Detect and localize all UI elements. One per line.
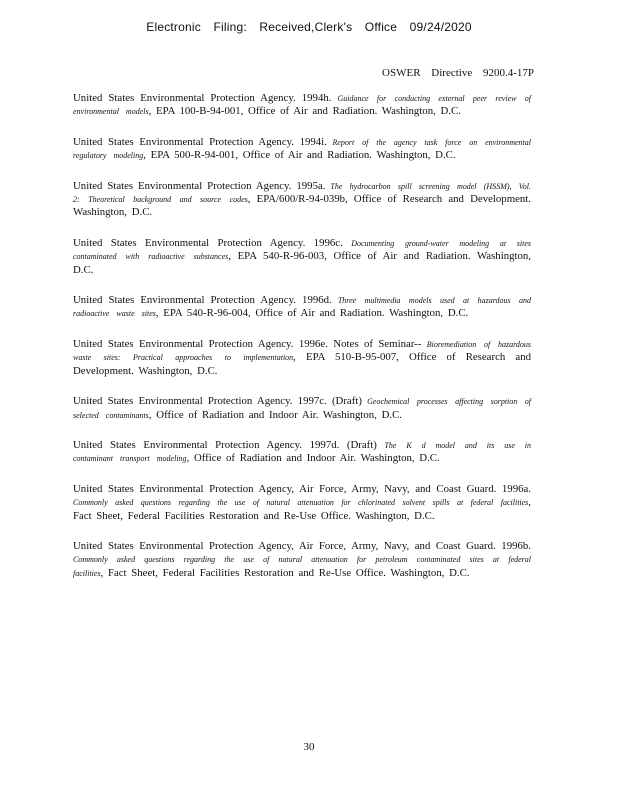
reference-author-year: United States Environmental Protection Agency. 1995a.: [73, 179, 326, 192]
reference-author-year: United States Environmental Protection Agency. 1994i.: [73, 135, 327, 148]
reference-title: Geochemical processes affecting sorption of selected contaminants: [73, 397, 532, 420]
reference-list: [73, 92, 531, 597]
reference-author-year: United States Environmental Protection Agency. 1997c. (Draft): [73, 395, 362, 408]
reference-author-year: United States Environmental Protection Agency, Air Force, Army, Navy, and Coast Guard. 1996b.: [73, 539, 531, 552]
reference-publisher: , EPA 100-B-94-001, Office of Air and Radiation. Washington, D.C.: [148, 105, 461, 118]
reference-title: Commonly asked questions regarding the use of natural attenuation for chlorinated solvent spills at federal facilities: [73, 498, 529, 508]
reference-author-year: United States Environmental Protection Agency. 1996c.: [73, 236, 343, 249]
reference-entry: [73, 136, 531, 163]
reference-author-year: United States Environmental Protection Agency, Air Force, Army, Navy, and Coast Guard. 1996a.: [73, 482, 531, 495]
page-number: 30: [303, 741, 315, 753]
reference-title: Three multimedia models used at hazardous and radioactive waste sites: [73, 296, 532, 319]
reference-entry: [73, 439, 531, 466]
reference-entry: [73, 92, 531, 119]
reference-publisher: , Fact Sheet, Federal Facilities Restoration and Re-Use Office. Washington, D.C.: [73, 496, 531, 522]
reference-publisher: , EPA 500-R-94-001, Office of Air and Radiation. Washington, D.C.: [143, 149, 456, 162]
reference-title: Commonly asked questions regarding the use of natural attenuation for petroleum contaminated sites at federal facilities: [73, 555, 531, 578]
reference-entry: [73, 294, 531, 321]
reference-title: The K d model and its use in contaminant transport modeling: [73, 440, 531, 464]
reference-title: Report of the agency task force on environmental regulatory modeling: [73, 137, 531, 161]
reference-author-year: United States Environmental Protection Agency. 1997d. (Draft): [73, 438, 377, 451]
reference-publisher: , EPA 510-B-95-007, Office of Research and Development. Washington, D.C.: [73, 351, 531, 377]
reference-entry: [73, 338, 531, 378]
reference-entry: [73, 540, 531, 580]
reference-author-year: United States Environmental Protection Agency. 1996e. Notes of Seminar--: [73, 337, 422, 350]
reference-publisher: , EPA 540-R-96-004, Office of Air and Radiation. Washington, D.C.: [155, 307, 469, 320]
reference-author-year: United States Environmental Protection Agency. 1996d.: [73, 294, 332, 307]
reference-entry: [73, 180, 531, 220]
reference-title: Documenting ground-water modeling at sites contaminated with radioactive substances: [73, 238, 532, 262]
filing-stamp-header: Electronic Filing: Received,Clerk's Office 09/24/2020: [146, 20, 472, 34]
reference-title: Bioremediation of hazardous waste sites: Practical approaches to implementation: [73, 339, 531, 363]
reference-entry: [73, 237, 531, 277]
directive-number: OSWER Directive 9200.4-17P: [382, 67, 534, 79]
reference-publisher: , Office of Radiation and Indoor Air. Washington, D.C.: [148, 408, 403, 421]
reference-publisher: , EPA 540-R-96-003, Office of Air and Radiation. Washington, D.C.: [73, 250, 531, 276]
reference-publisher: , EPA/600/R-94-039b, Office of Research and Development. Washington, D.C.: [73, 193, 531, 219]
reference-publisher: , Fact Sheet, Federal Facilities Restoration and Re-Use Office. Washington, D.C.: [100, 566, 470, 579]
reference-title: The hydrocarbon spill screening model (HSSM), Vol. 2: Theoretical background and source codes: [73, 181, 531, 205]
reference-author-year: United States Environmental Protection Agency. 1994h.: [73, 92, 332, 104]
reference-entry: [73, 483, 531, 523]
reference-publisher: , Office of Radiation and Indoor Air. Washington, D.C.: [186, 452, 440, 465]
reference-title: Guidance for conducting external peer review of environmental models: [73, 94, 531, 117]
reference-entry: [73, 395, 531, 422]
